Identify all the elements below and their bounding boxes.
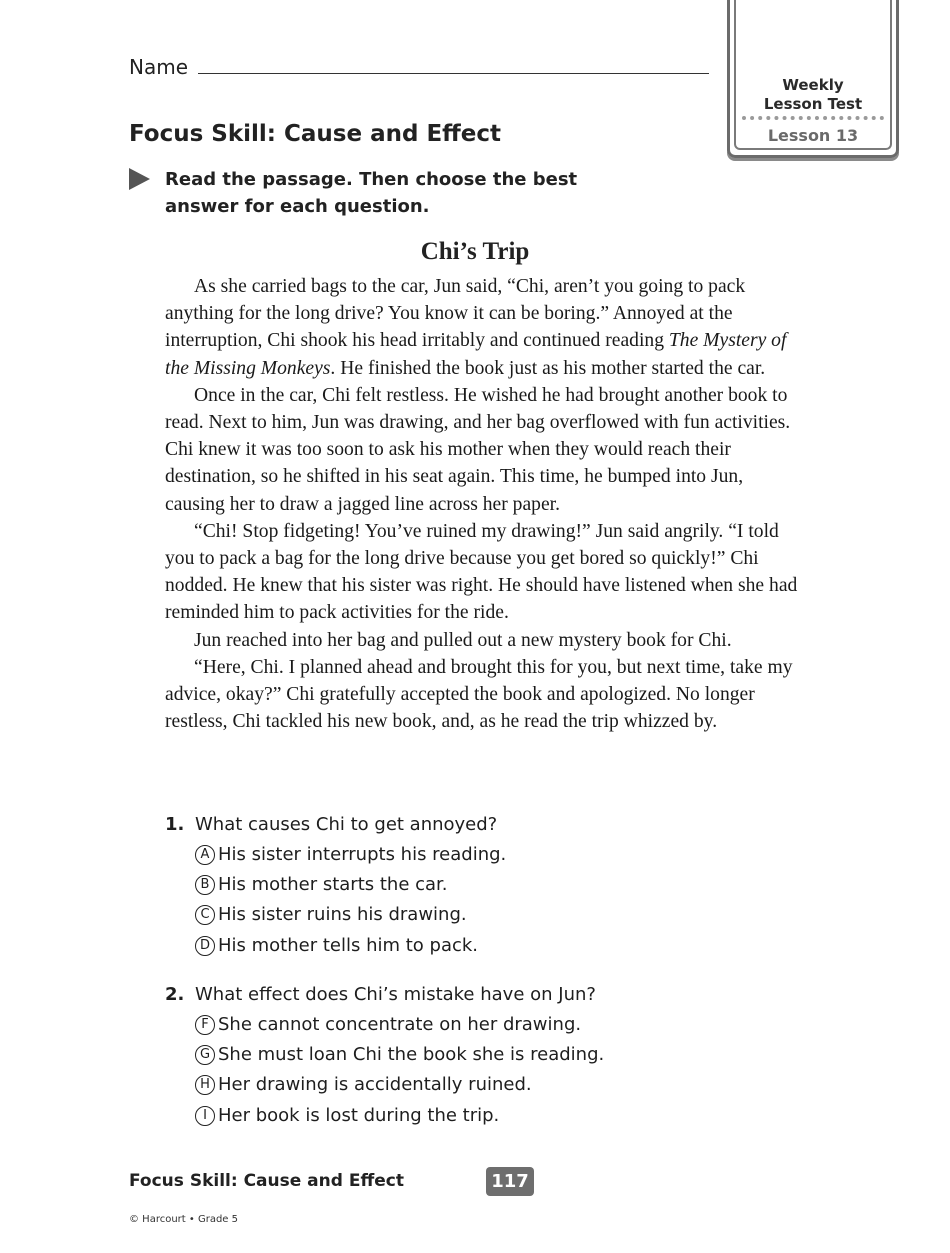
answer-text: His mother starts the car. — [218, 874, 448, 896]
answer-option-c[interactable] — [195, 900, 785, 930]
badge-line2: Lesson Test — [763, 95, 863, 113]
answer-text: His sister interrupts his reading. — [218, 844, 507, 865]
passage-paragraph-4: Jun reached into her bag and pulled out a new mystery book for Chi. — [194, 629, 732, 651]
passage-text: . He finished the book just as his mother started the car. — [330, 357, 766, 379]
answer-text: She cannot concentrate on her drawing. — [218, 1014, 582, 1035]
answer-text: His mother tells him to pack. — [218, 934, 479, 956]
footer-skill: Focus Skill: Cause and Effect — [129, 1171, 404, 1191]
badge-lesson: Lesson 13 — [767, 126, 859, 145]
answer-option-h[interactable] — [195, 1070, 785, 1100]
answer-bubble[interactable]: A — [195, 845, 215, 865]
name-label: Name — [129, 55, 189, 79]
question-1 — [165, 810, 785, 961]
answer-bubble[interactable]: G — [195, 1045, 215, 1065]
answer-bubble[interactable]: B — [195, 875, 215, 895]
question-text: What causes Chi to get annoyed? — [195, 814, 498, 835]
copyright: © Harcourt • Grade 5 — [129, 1214, 238, 1225]
passage — [165, 273, 805, 735]
book-title: The Mystery of the Missing Monkeys — [165, 330, 787, 379]
answer-text: Her drawing is accidentally ruined. — [218, 1074, 532, 1096]
answer-bubble[interactable]: D — [195, 936, 215, 956]
answer-option-i[interactable] — [195, 1101, 785, 1131]
passage-paragraph-2: Once in the car, Chi felt restless. He wished he had brought another book to read. Next to him, Jun was drawing, and her bag overflowed with fun activities. Chi knew it was too soon to ask his mother when they would reach their destination, so he shifted in his seat again. This time, he bumped into Jun, causing her to draw a jagged line across her paper. — [165, 384, 791, 515]
name-input-line[interactable] — [198, 73, 709, 74]
answer-text: Her book is lost during the trip. — [218, 1104, 500, 1126]
passage-paragraph-1 — [165, 273, 805, 382]
answer-option-b[interactable] — [195, 870, 785, 900]
passage-paragraph-5: “Here, Chi. I planned ahead and brought this for you, but next time, take my advice, okay?” Chi gratefully accepted the book and apologized. No longer restless, Chi tackled his new book, and, as he read the trip whizzed by. — [165, 656, 793, 733]
answer-text: She must loan Chi the book she is reading. — [218, 1044, 605, 1066]
answer-option-g[interactable] — [195, 1040, 785, 1070]
answer-bubble[interactable]: I — [195, 1106, 215, 1126]
arrow-right-icon — [129, 168, 150, 190]
answer-option-f[interactable] — [195, 1010, 785, 1040]
question-stem — [165, 810, 785, 840]
passage-title: Chi’s Trip — [420, 238, 530, 265]
answer-bubble[interactable]: F — [195, 1015, 215, 1035]
instructions: Read the passage. Then choose the best answer for each question. — [165, 169, 578, 217]
badge-title — [730, 76, 896, 114]
question-stem — [165, 980, 785, 1010]
question-2 — [165, 980, 785, 1131]
answer-text: His sister ruins his drawing. — [218, 904, 467, 926]
answer-option-a[interactable] — [195, 840, 785, 870]
weekly-lesson-test-badge — [727, 0, 899, 158]
answer-option-d[interactable] — [195, 931, 785, 961]
badge-line1: Weekly — [782, 76, 844, 94]
answer-bubble[interactable]: C — [195, 905, 215, 925]
passage-text: As she carried bags to the car, Jun said, “Chi, aren’t you going to pack anything for the long drive? You know it can be boring.” Annoyed at the interruption, Chi shook his head irritably and continued reading — [165, 276, 746, 352]
answer-bubble[interactable]: H — [195, 1075, 215, 1095]
passage-paragraph-3: “Chi! Stop fidgeting! You’ve ruined my drawing!” Jun said angrily. “I told you to pack a bag for the long drive because you get bored so quickly!” Chi nodded. He knew that his sister was right. He should have listened when she had reminded him to pack activities for the ride. — [165, 520, 798, 624]
question-number: 1. — [165, 814, 185, 835]
question-text: What effect does Chi’s mistake have on Jun? — [195, 984, 596, 1005]
name-row — [129, 55, 709, 85]
badge-dotted-divider — [742, 116, 884, 120]
question-number: 2. — [165, 984, 185, 1005]
page-number: 117 — [486, 1167, 534, 1196]
page-title: Focus Skill: Cause and Effect — [129, 121, 502, 147]
